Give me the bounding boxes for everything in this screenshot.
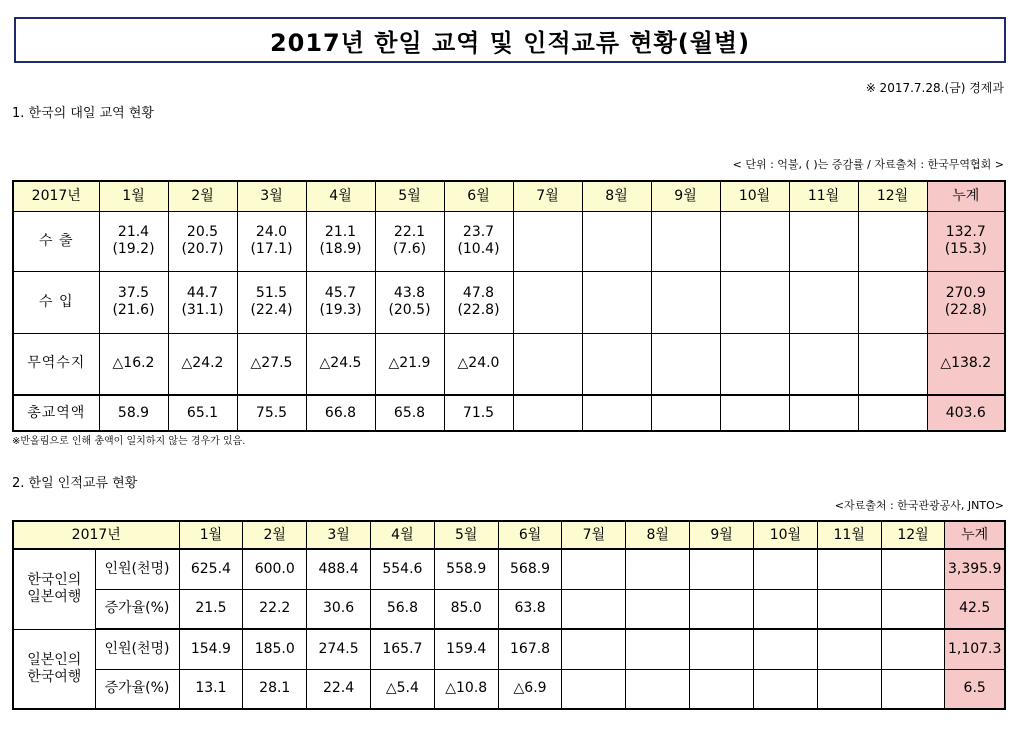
trade-header-row [13,181,1005,211]
trade-cell [720,395,789,431]
people-row-label: 증가율(%) [95,669,179,709]
trade-total-cell [927,211,1005,271]
trade-row [13,333,1005,395]
trade-cell [513,395,582,431]
trade-cell: 71.5 [444,395,513,431]
group-label-line: 한국인의 [27,572,82,589]
trade-cell [858,395,927,431]
trade-value: 44.7 [186,285,219,302]
people-header-cell: 7월 [562,521,626,549]
date-note: ※ 2017.7.28.(금) 경제과 [865,81,1004,95]
people-row [13,629,1005,669]
trade-cell [168,271,237,333]
trade-cell [651,395,720,431]
people-group-label [13,629,95,709]
trade-cell [513,333,582,395]
people-total-cell: 3,395.9 [945,549,1005,589]
trade-header-cell: 1월 [99,181,168,211]
trade-total-cell: △138.2 [927,333,1005,395]
people-cell [753,589,817,629]
trade-cell [582,211,651,271]
people-cell: 85.0 [434,589,498,629]
trade-row-label: 무역수지 [13,333,99,395]
trade-change: (21.6) [112,302,155,318]
trade-value: 37.5 [117,285,150,302]
people-cell [690,629,754,669]
people-cell [690,669,754,709]
trade-change: (20.5) [388,302,431,318]
trade-header-cell: 6월 [444,181,513,211]
trade-cell [444,271,513,333]
trade-row-label: 수 출 [13,211,99,271]
trade-cell: 58.9 [99,395,168,431]
trade-cell [99,211,168,271]
trade-value: 47.8 [462,285,495,302]
trade-cell: △16.2 [99,333,168,395]
people-cell [817,669,881,709]
people-cell: 21.5 [179,589,243,629]
trade-value: 24.0 [255,224,288,241]
trade-header-year: 2017년 [13,181,99,211]
people-row [13,669,1005,709]
trade-cell: 65.8 [375,395,444,431]
trade-value: 270.9 [945,285,986,302]
people-cell: 488.4 [307,549,371,589]
trade-cell [237,211,306,271]
trade-change: (18.9) [319,241,362,257]
group-label-line: 일본인의 [27,651,82,668]
people-header-cell: 6월 [498,521,562,549]
trade-cell: △24.2 [168,333,237,395]
trade-cell [306,211,375,271]
people-cell: 185.0 [243,629,307,669]
people-cell [753,549,817,589]
people-cell: 30.6 [307,589,371,629]
trade-cell [582,271,651,333]
trade-value: 21.4 [117,224,150,241]
people-cell: 167.8 [498,629,562,669]
people-total-cell: 42.5 [945,589,1005,629]
people-cell: 625.4 [179,549,243,589]
trade-cell [582,333,651,395]
people-header-cell: 11월 [817,521,881,549]
people-cell [690,589,754,629]
trade-cell [789,395,858,431]
people-cell [817,629,881,669]
people-group-label [13,549,95,629]
people-cell [626,549,690,589]
people-cell: 28.1 [243,669,307,709]
people-cell: 568.9 [498,549,562,589]
trade-cell [720,211,789,271]
trade-header-cell: 3월 [237,181,306,211]
trade-cell [513,271,582,333]
trade-value: 21.1 [324,224,357,241]
trade-row-label: 총교역액 [13,395,99,431]
trade-cell [99,271,168,333]
trade-value: 22.1 [393,224,426,241]
trade-value: 51.5 [255,285,288,302]
people-cell: 558.9 [434,549,498,589]
trade-cell [858,211,927,271]
trade-cell: 66.8 [306,395,375,431]
trade-cell: △24.0 [444,333,513,395]
trade-cell [444,211,513,271]
people-cell [881,589,945,629]
trade-cell [375,211,444,271]
people-cell [626,669,690,709]
trade-change: (19.2) [112,241,155,257]
trade-header-cell: 누계 [927,181,1005,211]
people-cell [690,549,754,589]
people-total-cell: 1,107.3 [945,629,1005,669]
people-cell [817,549,881,589]
trade-cell [651,333,720,395]
people-cell [881,629,945,669]
group-label-line: 한국여행 [27,668,82,685]
trade-row [13,395,1005,431]
trade-header-cell: 7월 [513,181,582,211]
people-cell: 22.2 [243,589,307,629]
trade-cell [858,333,927,395]
trade-cell [858,271,927,333]
trade-cell [513,211,582,271]
trade-header-cell: 8월 [582,181,651,211]
trade-cell [789,211,858,271]
people-cell: 159.4 [434,629,498,669]
trade-header-cell: 10월 [720,181,789,211]
people-cell: △5.4 [370,669,434,709]
people-cell: 154.9 [179,629,243,669]
trade-header-cell: 11월 [789,181,858,211]
people-header-cell: 누계 [945,521,1005,549]
people-cell: 22.4 [307,669,371,709]
trade-cell [168,211,237,271]
trade-change: (20.7) [181,241,224,257]
source-note: <자료출처 : 한국관광공사, JNTO> [834,499,1004,512]
people-header-cell: 1월 [179,521,243,549]
people-cell: 274.5 [307,629,371,669]
trade-total-cell: 403.6 [927,395,1005,431]
trade-cell [651,271,720,333]
trade-cell: △27.5 [237,333,306,395]
trade-cell: △21.9 [375,333,444,395]
unit-note: < 단위 : 억불, ( )는 증감률 / 자료출처 : 한국무역협회 > [732,158,1004,171]
people-header-cell: 3월 [307,521,371,549]
trade-row [13,211,1005,271]
trade-cell [306,271,375,333]
people-row-label: 증가율(%) [95,589,179,629]
people-exchange-table [12,520,1006,710]
trade-value: 45.7 [324,285,357,302]
people-cell: △10.8 [434,669,498,709]
people-header-row [13,521,1005,549]
trade-change: (31.1) [181,302,224,318]
people-cell: 600.0 [243,549,307,589]
trade-header-cell: 4월 [306,181,375,211]
group-label-line: 일본여행 [27,589,82,606]
trade-change: (17.1) [250,241,293,257]
trade-cell [582,395,651,431]
people-header-year: 2017년 [13,521,179,549]
trade-value: 20.5 [186,224,219,241]
trade-cell: 65.1 [168,395,237,431]
people-cell: △6.9 [498,669,562,709]
trade-change: (7.6) [392,241,427,257]
trade-header-cell: 12월 [858,181,927,211]
trade-cell [789,271,858,333]
trade-cell: 75.5 [237,395,306,431]
trade-header-cell: 5월 [375,181,444,211]
people-header-cell: 5월 [434,521,498,549]
people-cell [881,549,945,589]
people-header-cell: 12월 [881,521,945,549]
trade-cell: △24.5 [306,333,375,395]
page-title: 2017년 한일 교역 및 인적교류 현황(월별) [14,17,1006,63]
trade-change: (22.4) [250,302,293,318]
people-row-label: 인원(천명) [95,549,179,589]
trade-cell [237,271,306,333]
people-cell [881,669,945,709]
trade-row [13,271,1005,333]
trade-value: 43.8 [393,285,426,302]
people-row [13,589,1005,629]
people-total-cell: 6.5 [945,669,1005,709]
trade-value: 23.7 [462,224,495,241]
people-header-cell: 2월 [243,521,307,549]
people-cell: 13.1 [179,669,243,709]
people-header-cell: 9월 [690,521,754,549]
trade-cell [375,271,444,333]
people-row [13,549,1005,589]
section2-heading: 2. 한일 인적교류 현황 [12,476,138,491]
trade-cell [720,271,789,333]
trade-change: (15.3) [944,241,987,257]
people-cell [562,549,626,589]
people-header-cell: 8월 [626,521,690,549]
people-cell [753,629,817,669]
trade-row-label: 수 입 [13,271,99,333]
trade-cell [789,333,858,395]
trade-cell [651,211,720,271]
trade-value: 132.7 [945,224,986,241]
people-cell [817,589,881,629]
trade-change: (19.3) [319,302,362,318]
people-cell: 56.8 [370,589,434,629]
people-cell [626,629,690,669]
people-cell [753,669,817,709]
people-cell [562,589,626,629]
section1-heading: 1. 한국의 대일 교역 현황 [12,106,154,121]
people-cell [626,589,690,629]
trade-change: (10.4) [457,241,500,257]
trade-total-cell [927,271,1005,333]
trade-header-cell: 2월 [168,181,237,211]
trade-header-cell: 9월 [651,181,720,211]
people-cell [562,669,626,709]
trade-change: (22.8) [944,302,987,318]
people-cell [562,629,626,669]
people-cell: 63.8 [498,589,562,629]
people-row-label: 인원(천명) [95,629,179,669]
rounding-footnote: ※반올림으로 인해 총액이 일치하지 않는 경우가 있음. [12,436,246,447]
people-cell: 554.6 [370,549,434,589]
trade-table [12,180,1006,432]
trade-cell [720,333,789,395]
trade-change: (22.8) [457,302,500,318]
people-header-cell: 4월 [370,521,434,549]
people-cell: 165.7 [370,629,434,669]
people-header-cell: 10월 [753,521,817,549]
